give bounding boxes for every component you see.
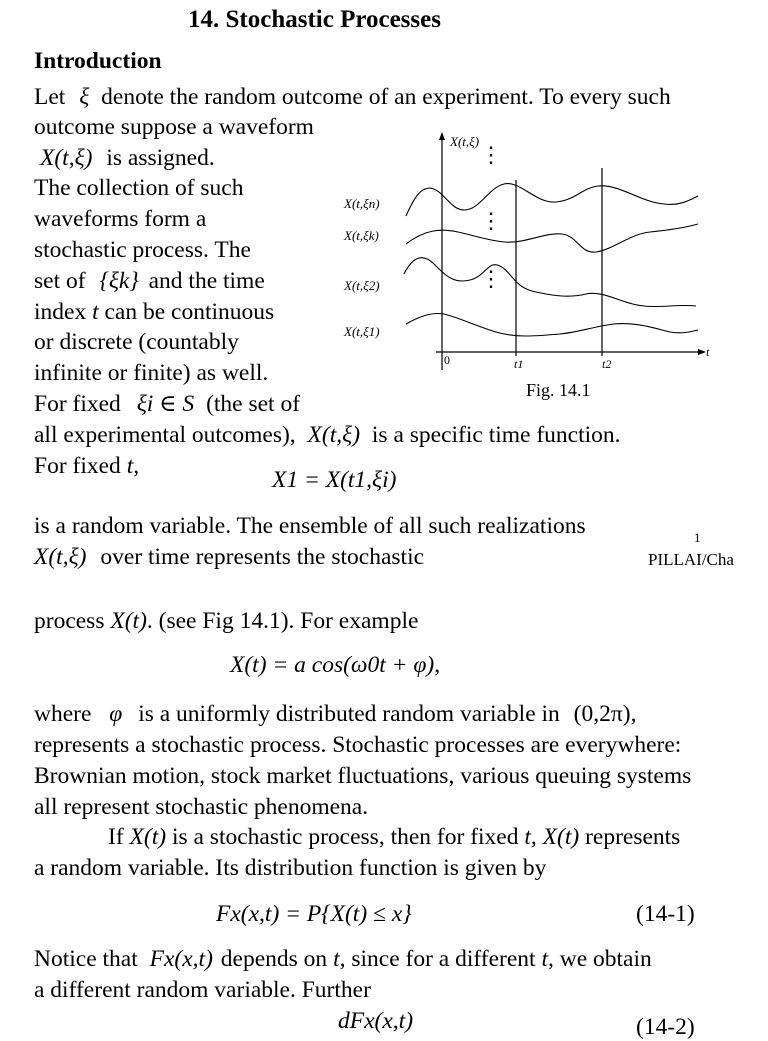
text-line: where φ is a uniformly distributed random variable in (0,2π), <box>34 701 637 727</box>
equation-x1: X1 = X(t1,ξi) <box>272 467 397 493</box>
text-line: X(t,ξ) over time represents the stochastic <box>34 544 425 570</box>
text-line: Brownian motion, stock market fluctuations, various queuing systems <box>34 763 692 789</box>
curve-xi-2 <box>404 258 696 307</box>
equation-density-partial: dFx(x,t) <box>338 1008 414 1034</box>
text-line: all experimental outcomes), X(t,ξ) is a specific time function. <box>34 422 621 448</box>
text-line: stochastic process. The <box>34 237 251 263</box>
page-title: 14. Stochastic Processes <box>188 6 441 33</box>
curve-label-xi-2: X(t,ξ2) <box>344 278 380 293</box>
y-axis-label: X(t,ξ) <box>450 134 480 149</box>
footer-author: PILLAI/Cha <box>648 550 734 569</box>
text-line: For fixed t, <box>34 453 140 479</box>
equation-number: (14-1) <box>636 901 695 927</box>
equation-number-partial: (14-2) <box>636 1014 695 1040</box>
text-line: is a random variable. The ensemble of all such realizations <box>34 513 586 539</box>
text-line: index t can be continuous <box>34 299 275 325</box>
origin-label: 0 <box>444 353 450 367</box>
text-line: or discrete (countably <box>34 329 239 355</box>
text-line: waveforms form a <box>34 206 207 232</box>
section-heading: Introduction <box>34 48 162 74</box>
text-line: represents a stochastic process. Stochastic processes are everywhere: <box>34 732 682 758</box>
t1-label: t1 <box>514 357 524 371</box>
ellipsis-lower: ⋮ <box>480 266 502 291</box>
x-axis-label: t <box>706 345 710 359</box>
figure-caption: Fig. 14.1 <box>526 380 591 400</box>
text-line: The collection of such <box>34 175 244 201</box>
curve-xi-n <box>406 184 698 216</box>
curve-xi-1 <box>406 313 698 336</box>
curve-xi-k <box>406 224 698 252</box>
text-line: For fixed ξi ∈ S (the set of <box>34 391 301 417</box>
text-line: X(t,ξ) is assigned. <box>40 145 215 171</box>
text-line: all represent stochastic phenomena. <box>34 794 369 820</box>
page-number: 1 <box>694 530 701 545</box>
x-axis-arrow <box>698 349 706 355</box>
text-line: set of {ξk} and the time <box>34 268 265 294</box>
curve-label-xi-1: X(t,ξ1) <box>344 324 380 339</box>
text-line: outcome suppose a waveform <box>34 114 314 140</box>
equation-cosine: X(t) = a cos(ω0t + φ), <box>230 652 441 678</box>
y-axis-arrow <box>439 132 445 140</box>
text-line: process X(t). (see Fig 14.1). For example <box>34 608 419 634</box>
text-line: infinite or finite) as well. <box>34 360 269 386</box>
curve-label-xi-k: X(t,ξk) <box>344 228 379 243</box>
equation-distribution: Fx(x,t) = P{X(t) ≤ x} <box>216 901 412 927</box>
ellipsis-top: ⋮ <box>480 142 502 167</box>
text-line: Let ξ denote the random outcome of an experiment. To every such <box>34 84 671 110</box>
ellipsis-middle: ⋮ <box>480 208 502 233</box>
text-line: a random variable. Its distribution function is given by <box>34 855 547 881</box>
text-line: If X(t) is a stochastic process, then for fixed t, X(t) represents <box>108 824 681 850</box>
text-line: a different random variable. Further <box>34 977 371 1003</box>
t2-label: t2 <box>602 357 612 371</box>
curve-label-xi-n: X(t,ξn) <box>344 196 380 211</box>
figure-14-1 <box>340 128 720 378</box>
text-line: Notice that Fx(x,t) depends on t, since for a different t, we obtain <box>34 946 652 972</box>
